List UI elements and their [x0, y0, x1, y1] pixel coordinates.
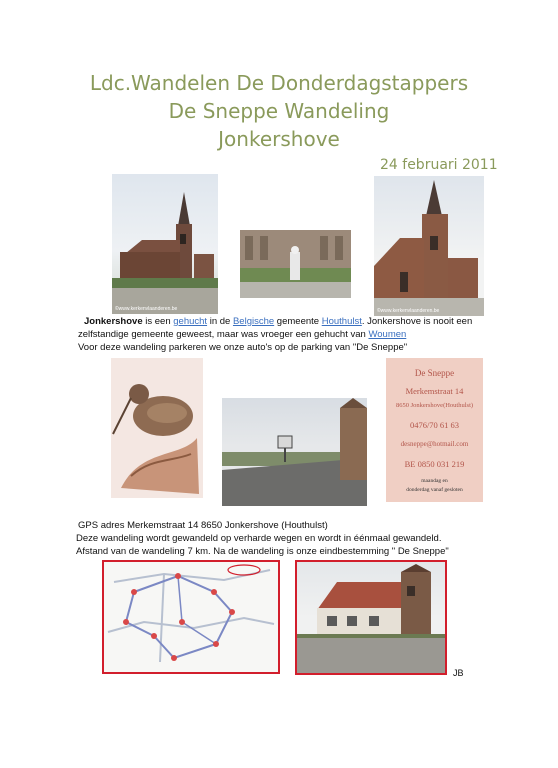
page-subtitle: De Sneppe Wandeling: [168, 99, 390, 123]
link-houthulst[interactable]: Houthulst: [321, 316, 362, 327]
info-line-distance: Afstand van de wandeling 7 km. Na de wandeling is onze eindbestemming " De Sneppe": [76, 546, 449, 557]
intro-line-1: Jonkershove is een gehucht in de Belgische gemeente Houthulst. Jonkershove is nooit een: [84, 316, 473, 327]
intro-line-3: Voor deze wandeling parkeren we onze auto's op de parking van "De Sneppe": [78, 342, 408, 353]
link-belgische[interactable]: Belgische: [232, 316, 275, 327]
page-location: Jonkershove: [218, 127, 340, 151]
date-label: 24 februari 2011: [380, 157, 498, 173]
link-gehucht[interactable]: gehucht: [173, 316, 208, 327]
business-card-de-sneppe: De Sneppe Merkemstraat 14 8650 Jonkershove(Houthulst) 0476/70 61 63 desneppe@hotmail.com BE 0850 031 219 maandag en donderdag vanaf gesloten: [386, 358, 483, 502]
page-title: Ldc.Wandelen De Donderdagstappers: [89, 71, 469, 95]
cafe-de-sneppe-photo: [295, 560, 447, 675]
road-view-photo: [222, 398, 367, 506]
snipe-bird-image: [111, 358, 203, 498]
info-line-route: Deze wandeling wordt gewandeld op verharde wegen en wordt in éénmaal gewandeld.: [76, 533, 442, 544]
church-photo-left: [112, 174, 218, 314]
signature-initials: JB: [453, 668, 464, 678]
photo-credit: ©www.kerkenvlaanderen.be: [377, 308, 440, 314]
intro-line-2: zelfstandige gemeente geweest, maar was vroeger een gehucht van Woumen: [78, 329, 407, 340]
link-woumen[interactable]: Woumen: [368, 329, 407, 340]
route-map: [102, 560, 280, 674]
square-monument-photo: [240, 230, 351, 298]
photo-credit: ©www.kerkenvlaanderen.be: [115, 306, 178, 312]
church-photo-right: [374, 176, 484, 316]
gps-address: GPS adres Merkemstraat 14 8650 Jonkershove (Houthulst): [78, 520, 328, 531]
